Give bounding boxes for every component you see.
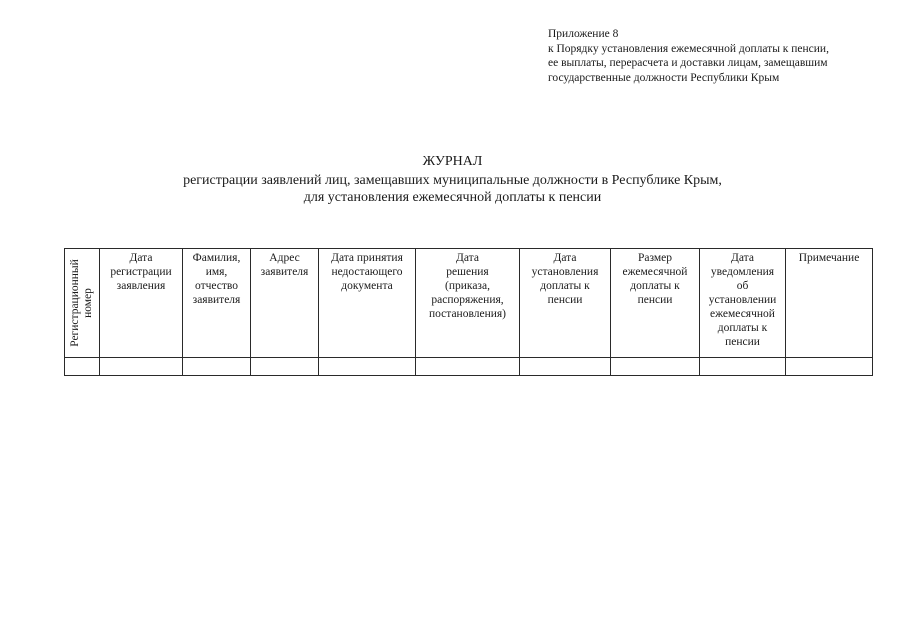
column-header-line: Дата принятия [331,252,403,264]
column-header-line: документа [341,280,393,292]
appendix-note [548,27,888,85]
column-header-applicant-name [183,249,251,358]
column-header-line: пенсии [725,336,760,348]
column-header-line: распоряжения, [431,294,504,306]
column-header-note [786,249,873,358]
column-header-line: номер [82,288,94,318]
column-header-line: установлении [708,294,777,306]
table-cell [319,358,416,376]
column-header-missing-document-date [319,249,416,358]
table-cell [520,358,611,376]
column-header-line: доплаты к [630,280,680,292]
column-header-line: Дата [731,252,754,264]
column-header-supplement-amount [611,249,700,358]
table-cell [786,358,873,376]
table-cell [183,358,251,376]
journal-table [64,248,873,376]
document-title: ЖУРНАЛ [422,154,483,169]
column-header-registration-date [100,249,183,358]
column-header-line: Адрес [269,252,300,264]
table-cell [65,358,100,376]
appendix-line: Приложение 8 [548,28,619,40]
column-header-line: Фамилия, [192,252,241,264]
column-header-line: ежемесячной [710,308,775,320]
column-header-line: решения [446,266,489,278]
table-cell [416,358,520,376]
column-header-line: Регистрационный [69,259,81,347]
column-header-line: Дата [553,252,577,264]
column-header-line: Размер [637,252,672,264]
table-header-row [65,249,873,358]
column-header-line: отчество [194,280,239,292]
column-header-line: установления [531,266,599,278]
appendix-line: ее выплаты, перерасчета и доставки лицам, замещавшим [548,57,828,69]
column-header-line: Дата [129,252,153,264]
column-header-line: доплаты к [717,322,768,334]
document-subtitle-line-1: регистрации заявлений лиц, замещавших муниципальные должности в Республике Крым, [183,173,722,188]
column-header-line: Примечание [798,252,860,264]
column-header-line: пенсии [547,294,583,306]
table-row [65,358,873,376]
column-header-line: пенсии [637,294,673,306]
column-header-notification-date [700,249,786,358]
column-header-line: постановления) [428,308,507,320]
column-header-decision-date [416,249,520,358]
column-header-line: (приказа, [445,280,490,292]
column-header-line: заявителя [192,294,241,306]
column-header-line: недостающего [331,266,403,278]
column-header-line: заявления [116,280,166,292]
column-header-line: Дата [456,252,479,264]
column-header-line: имя, [205,266,228,278]
column-header-line: ежемесячной [622,266,688,278]
table-cell [100,358,183,376]
appendix-line: к Порядку установления ежемесячной доплаты к пенсии, [548,42,829,55]
column-header-registration-number [65,249,100,358]
column-header-line: регистрации [110,266,172,278]
document-subtitle-line-2: для установления ежемесячной доплаты к пенсии [303,190,602,205]
column-header-line: доплаты к [540,280,590,292]
column-header-line: об [736,280,749,292]
column-header-applicant-address [251,249,319,358]
column-header-line: заявителя [260,266,309,278]
table-cell [700,358,786,376]
column-header-line: уведомления [710,266,775,278]
table-cell [611,358,700,376]
column-header-establishment-date [520,249,611,358]
table-cell [251,358,319,376]
appendix-line: государственные должности Республики Крым [548,71,780,84]
